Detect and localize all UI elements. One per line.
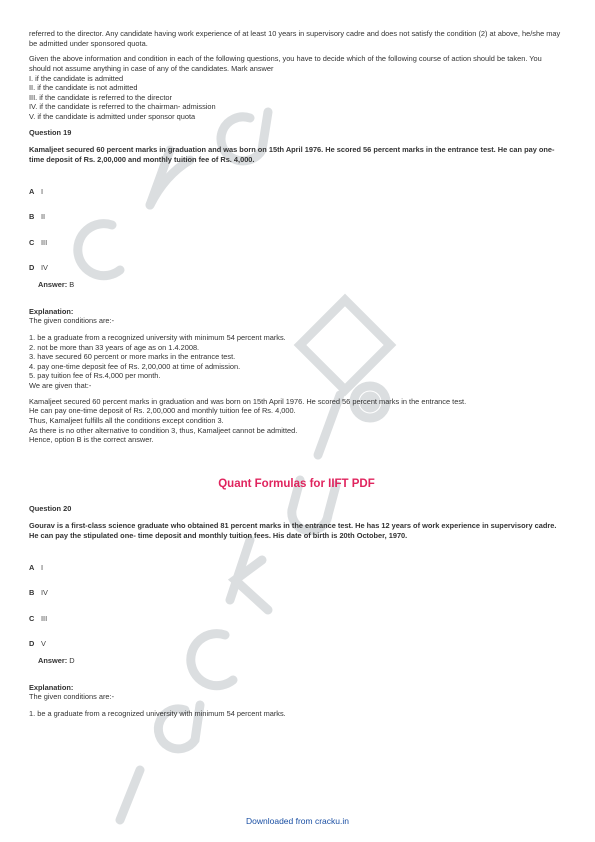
explanation-intro: The given conditions are:- (29, 316, 115, 326)
reasoning-line: As there is no other alternative to condition 3, thus, Kamaljeet cannot be admitted. (29, 425, 298, 435)
option-a[interactable] (29, 187, 564, 197)
explanation-intro: The given conditions are:- (29, 692, 115, 702)
answer-line (29, 656, 564, 666)
answer-value: D (69, 656, 75, 666)
option-a[interactable] (29, 563, 564, 573)
option-text: III (41, 613, 48, 623)
option-letter: B (29, 588, 35, 598)
question-19-title: Question 19 (29, 127, 72, 137)
answer-value: B (69, 280, 75, 289)
question-20-text: Gourav is a first-class science graduate who obtained 81 percent marks in the entrance test. He has 12 years of work experience in supervisory cadre. He can pay the stipulated one- time deposit and monthly tuition fees. His date of birth is 20th October, 1970. (29, 521, 557, 540)
option-letter: B (29, 212, 35, 222)
explanation-heading: Explanation: (29, 682, 74, 692)
option-letter: A (29, 186, 35, 196)
option-letter: D (29, 263, 35, 273)
question-20-title: Question 20 (29, 503, 72, 513)
answer-line (29, 280, 564, 290)
quant-formulas-link[interactable]: Quant Formulas for IIFT PDF (218, 477, 375, 490)
course-option: IV. if the candidate is referred to the chairman- admission (29, 102, 216, 112)
option-letter: D (29, 639, 35, 649)
reasoning-line: Hence, option B is the correct answer. (29, 435, 154, 445)
course-option: V. if the candidate is admitted under sponsor quota (29, 112, 196, 121)
option-d[interactable] (29, 639, 564, 649)
option-c[interactable] (29, 614, 564, 624)
answer-label: Answer: (38, 656, 68, 666)
course-option: II. if the candidate is not admitted (29, 83, 138, 93)
conditions-list (29, 333, 564, 391)
option-b[interactable] (29, 588, 564, 598)
condition-item: We are given that:- (29, 381, 92, 390)
intro-text-2: Given the above information and condition in each of the following questions, you have to decide which of the following course of action should be taken. You should not assume anything in case of any of the candidates. Mark answer (29, 54, 542, 73)
answer-label: Answer: (38, 280, 68, 289)
condition-item: 4. pay one-time deposit fee of Rs. 2,00,000 at time of admission. (29, 361, 241, 371)
condition-item: 1. be a graduate from a recognized university with minimum 54 percent marks. (29, 708, 286, 718)
option-text: V (41, 639, 46, 649)
option-letter: C (29, 237, 35, 247)
option-text: I (41, 562, 44, 572)
option-text: II (41, 212, 46, 222)
document-page (29, 29, 564, 719)
course-option: I. if the candidate is admitted (29, 73, 124, 83)
intro-paragraph (29, 29, 564, 48)
option-d[interactable] (29, 263, 564, 273)
condition-item: 2. not be more than 33 years of age as on 1.4.2008. (29, 342, 200, 352)
option-b[interactable] (29, 212, 564, 222)
reasoning-line: Kamaljeet secured 60 percent marks in graduation and was born on 15th April 1976. He scored 56 percent marks in the entrance test. (29, 396, 467, 406)
option-letter: A (29, 562, 35, 572)
intro-text-1: referred to the director. Any candidate having work experience of at least 10 years in supervisory cadre and does not satisfy the condition (2) at above, he/she may be admitted under sponsored quota. (29, 29, 561, 48)
question-19-text: Kamaljeet secured 60 percent marks in graduation and was born on 15th April 1976. He scored 56 percent marks in the entrance test. He can pay one-time deposit of Rs. 2,00,000 and monthly tuition fee of Rs. 4,000. (29, 145, 555, 164)
condition-item: 5. pay tuition fee of Rs.4,000 per month. (29, 371, 161, 381)
footer-download-link[interactable]: Downloaded from cracku.in (246, 816, 349, 826)
instructions (29, 54, 564, 121)
option-text: IV (41, 263, 48, 273)
course-option: III. if the candidate is referred to the director (29, 92, 172, 102)
option-text: III (41, 237, 48, 247)
reasoning-line: Thus, Kamaljeet fulfills all the conditions except condition 3. (29, 415, 224, 425)
explanation-heading: Explanation: (29, 306, 74, 316)
option-text: IV (41, 588, 48, 598)
condition-item: 3. have secured 60 percent or more marks in the entrance test. (29, 352, 236, 362)
reasoning-line: He can pay one-time deposit of Rs. 2,00,000 and monthly tuition fee of Rs. 4,000. (29, 406, 296, 416)
option-text: I (41, 186, 44, 196)
option-c[interactable] (29, 238, 564, 248)
reasoning (29, 397, 564, 445)
option-letter: C (29, 613, 35, 623)
condition-item: 1. be a graduate from a recognized university with minimum 54 percent marks. (29, 332, 286, 342)
